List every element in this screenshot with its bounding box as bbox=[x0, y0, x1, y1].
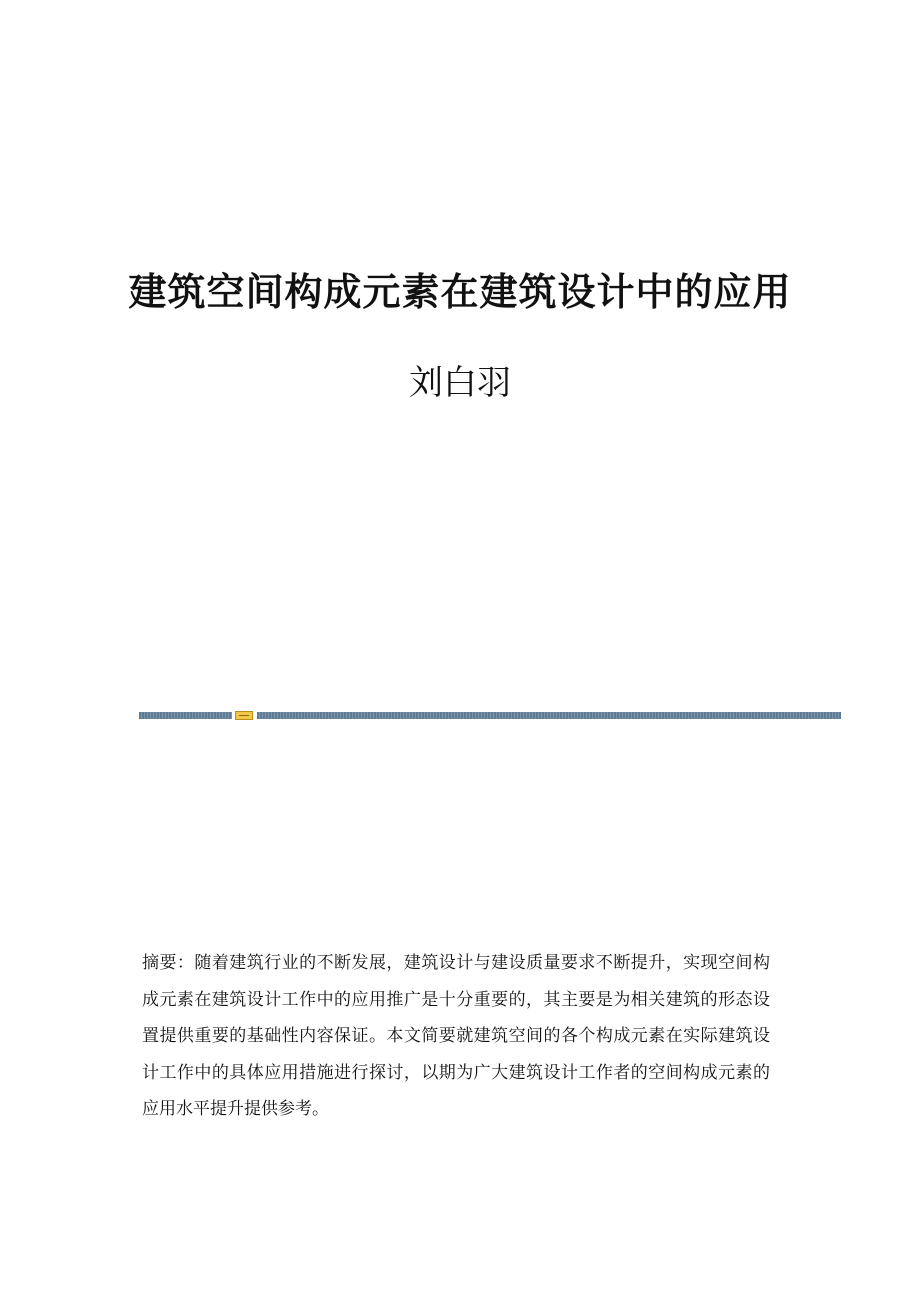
divider-bar-left bbox=[139, 712, 232, 719]
section-divider bbox=[139, 711, 841, 720]
document-title: 建筑空间构成元素在建筑设计中的应用 bbox=[128, 269, 792, 314]
divider-bar-right bbox=[257, 712, 841, 719]
abstract-label: 摘要： bbox=[142, 953, 195, 973]
divider-ornament-icon bbox=[235, 711, 253, 720]
abstract-text: 随着建筑行业的不断发展，建筑设计与建设质量要求不断提升，实现空间构成元素在建筑设计工作中的应用推广是十分重要的，其主要是为相关建筑的形态设置提供重要的基础性内容保证。本文简要就建筑空间的各个构成元素在实际建筑设计工作中的具体应用措施进行探讨，以期为广大建筑设计工作者的空间构成元素的应用水平提升提供参考。 bbox=[142, 953, 771, 1119]
document-author: 刘白羽 bbox=[409, 363, 511, 403]
abstract-paragraph bbox=[142, 945, 770, 1128]
